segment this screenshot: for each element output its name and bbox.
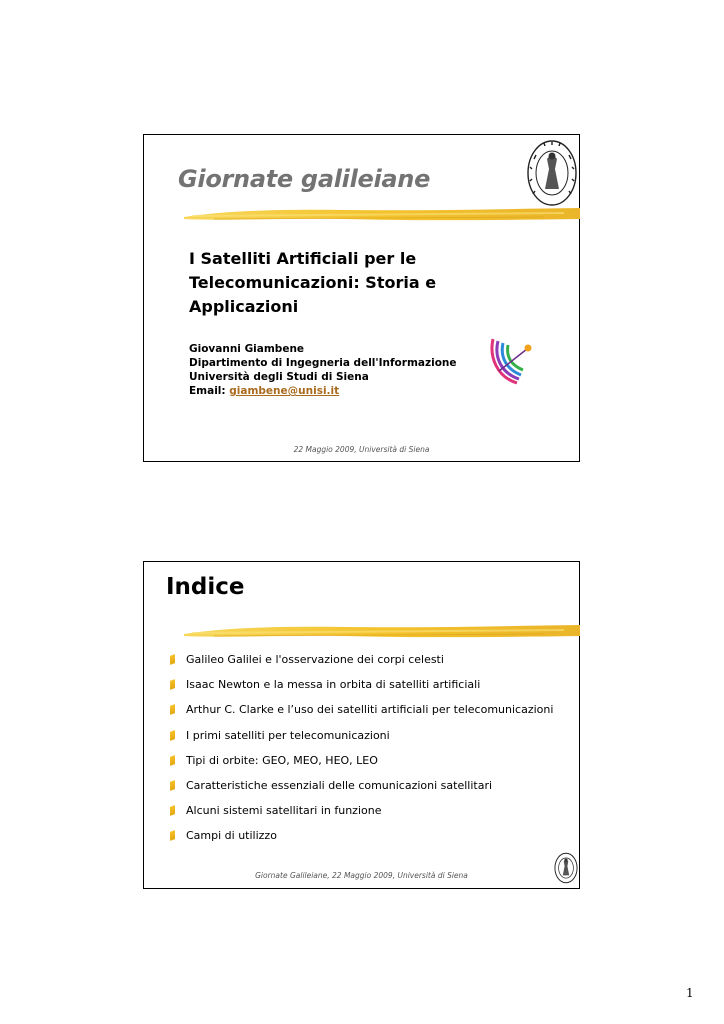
list-item: Campi di utilizzo [170,828,553,853]
bullet-icon [170,679,175,690]
bullet-icon [170,830,175,841]
presentation-subtitle: I Satelliti Artificiali per le Telecomunicazioni: Storia e Applicazioni [189,249,437,316]
bullet-icon [170,780,175,791]
list-item: Galileo Galilei e l'osservazione dei corpi celesti [170,652,553,677]
title-slide [143,134,580,462]
index-list [170,652,553,854]
list-item: Arthur C. Clarke e l’uso dei satelliti artificiali per telecomunicazioni [170,702,553,727]
email-label: Email: [189,385,226,397]
bullet-icon [170,654,175,665]
author-department: Dipartimento di Ingegneria dell'Informazione [189,357,457,369]
brush-stroke-divider [184,622,580,642]
email-link[interactable]: giambene@unisi.it [229,385,340,397]
list-item: I primi satelliti per telecomunicazioni [170,728,553,753]
bullet-icon [170,730,175,741]
author-block [189,342,489,398]
list-item: Tipi di orbite: GEO, MEO, HEO, LEO [170,753,553,778]
satellite-dish-icon [487,335,539,387]
author-name: Giovanni Giambene [189,343,305,355]
slide-title: Giornate galileiane [178,165,431,193]
university-seal-logo [554,852,578,884]
bullet-icon [170,704,175,715]
brush-stroke-divider [184,205,580,225]
bullet-icon [170,805,175,816]
slide-footer: Giornate Galileiane, 22 Maggio 2009, Università di Siena [255,871,468,880]
list-item: Caratteristiche essenziali delle comunicazioni satellitari [170,778,553,803]
bullet-icon [170,755,175,766]
university-seal-logo [526,139,578,207]
slide-footer: 22 Maggio 2009, Università di Siena [293,445,430,454]
page-number: 1 [686,986,694,1000]
index-slide [143,561,580,889]
author-university: Università degli Studi di Siena [189,371,369,383]
list-item: Isaac Newton e la messa in orbita di satelliti artificiali [170,677,553,702]
slide-title: Indice [166,574,245,600]
list-item: Alcuni sistemi satellitari in funzione [170,803,553,828]
author-email-row [189,384,489,398]
